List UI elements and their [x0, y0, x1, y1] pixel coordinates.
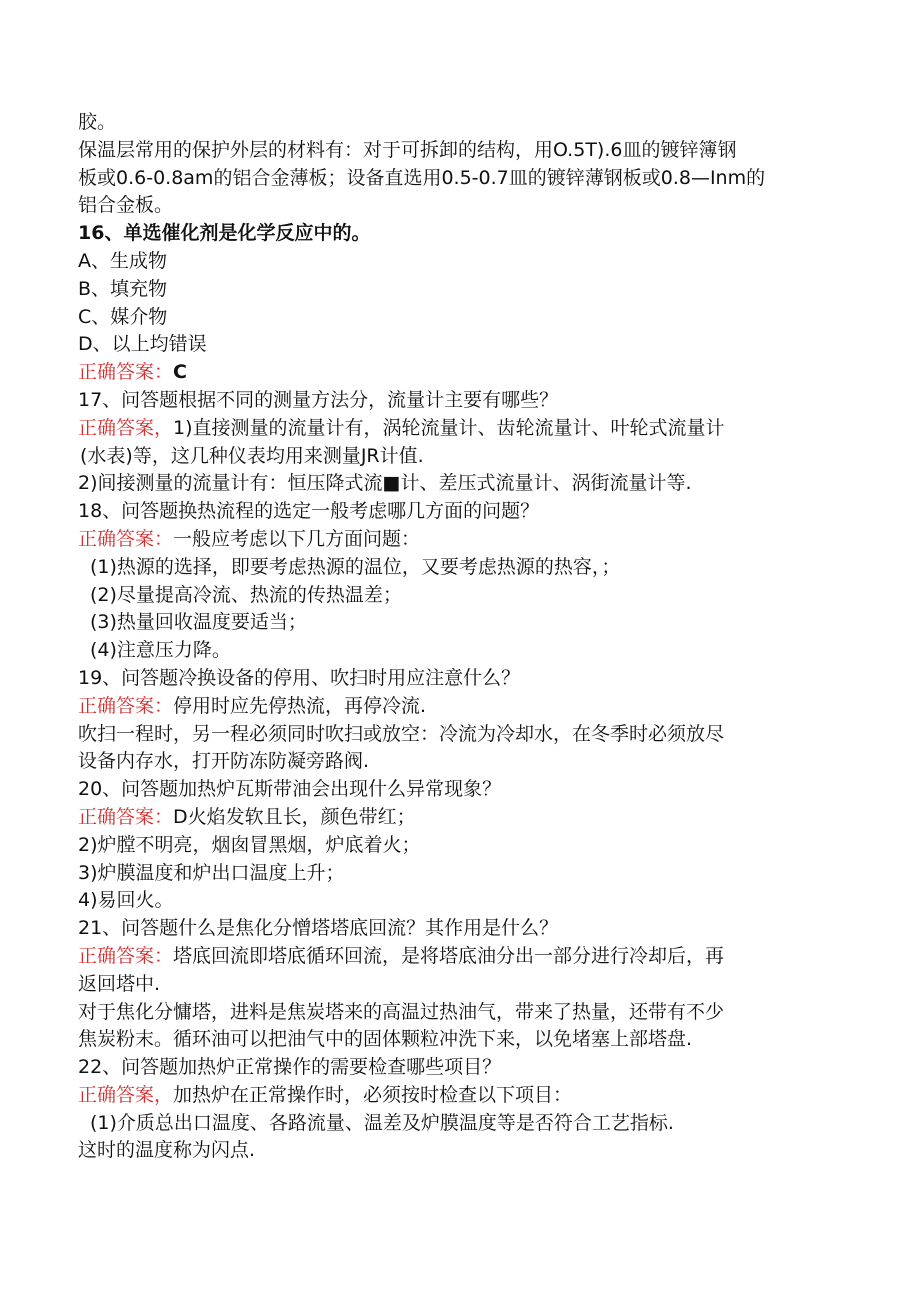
- option-c: C、媒介物: [78, 305, 168, 328]
- answer-label: 正确答案：: [78, 527, 174, 550]
- answer-label: 正确答案：: [78, 361, 174, 384]
- question-17: 17、问答题根据不同的测量方法分，流量计主要有哪些？: [78, 388, 559, 411]
- text-line: 设备内存水，打开防冻防凝旁路阀.: [78, 750, 370, 773]
- answer-label: 正确答案，: [78, 416, 174, 439]
- text-line: 对于焦化分慵塔，进料是焦炭塔来的高温过热油气，带来了热量，还带有不少: [78, 1000, 725, 1023]
- answer-line: [78, 943, 838, 971]
- option-b: B、填充物: [78, 277, 168, 300]
- answer-line: [78, 359, 838, 387]
- answer-line: [78, 693, 838, 721]
- list-item: (3)热量回收温度要适当；: [90, 611, 307, 634]
- text-line: 板或0.6-0.8am的铝合金薄板；设备直选用0.5-0.7皿的镀锌薄钢板或0.8—Inm的: [78, 166, 766, 189]
- option-d: D、以上均错误: [78, 333, 207, 356]
- list-item: 4)易回火。: [78, 889, 174, 912]
- answer-label: 正确答案：: [78, 944, 174, 967]
- option-a: A、生成物: [78, 249, 167, 272]
- document-body: [78, 109, 838, 1165]
- list-item: 3)炉膜温度和炉出口温度上升；: [78, 861, 345, 884]
- answer-text: 停用时应先停热流，再停冷流.: [173, 694, 427, 717]
- answer-text: 1)直接测量的流量计有，涡轮流量计、齿轮流量计、叶轮式流量计: [173, 416, 725, 439]
- text-line: 2)间接测量的流量计有：恒压降式流■计、差压式流量计、涡街流量计等.: [78, 472, 692, 495]
- question-20: 20、问答题加热炉瓦斯带油会出现什么异常现象？: [78, 778, 502, 801]
- answer-label: 正确答案：: [78, 805, 174, 828]
- list-item: (1)介质总出口温度、各路流量、温差及炉膜温度等是否符合工艺指标.: [90, 1111, 674, 1134]
- text-line: 保温层常用的保护外层的材料有：对于可拆卸的结构，用O.5T).6皿的镀锌簿钢: [78, 138, 737, 161]
- list-item: 2)炉膛不明亮，烟囱冒黑烟，炉底着火；: [78, 833, 421, 856]
- answer-text: D火焰发软且长，颜色带红；: [173, 805, 416, 828]
- answer-line: [78, 804, 838, 832]
- question-19: 19、问答题冷换设备的停用、吹扫时用应注意什么？: [78, 666, 521, 689]
- answer-line: [78, 526, 838, 554]
- text-line: (水表)等，这几种仪表均用来测量JR计值.: [80, 444, 424, 467]
- answer-label: 正确答案：: [78, 694, 174, 717]
- text-line: 焦炭粉末。循环油可以把油气中的固体颗粒冲洗下来，以免堵塞上部塔盘.: [78, 1028, 693, 1051]
- answer-text: 加热炉在正常操作时，必须按时检查以下项目：: [173, 1083, 573, 1106]
- question-22: 22、问答题加热炉正常操作的需要检查哪些项目？: [78, 1056, 502, 1079]
- text-line: 返回塔中.: [78, 972, 161, 995]
- answer-line: [78, 415, 838, 443]
- list-item: (2)尽量提高冷流、热流的传热温差；: [90, 583, 402, 606]
- answer-label: 正确答案，: [78, 1083, 174, 1106]
- text-line: 吹扫一程时，另一程必须同时吹扫或放空：冷流为冷却水，在冬季时必须放尽: [78, 722, 725, 745]
- list-item: (4)注意压力降。: [90, 639, 231, 662]
- text-line: 胶。: [78, 111, 117, 133]
- text-line: 这时的温度称为闪点.: [78, 1139, 256, 1162]
- answer-text: 塔底回流即塔底循环回流，是将塔底油分出一部分进行冷却后，再: [173, 944, 725, 967]
- question-21: 21、问答题什么是焦化分憎塔塔底回流？其作用是什么？: [78, 917, 559, 940]
- question-18: 18、问答题换热流程的选定一般考虑哪几方面的问题？: [78, 500, 540, 523]
- answer-line: [78, 1082, 838, 1110]
- answer-text: C: [173, 361, 187, 384]
- question-16: 16、单选催化剂是化学反应中的。: [78, 222, 371, 245]
- answer-text: 一般应考虑以下几方面问题：: [173, 527, 421, 550]
- text-line: 铝合金板。: [78, 194, 174, 217]
- list-item: (1)热源的选择，即要考虑热源的温位，又要考虑热源的热容，；: [90, 555, 621, 578]
